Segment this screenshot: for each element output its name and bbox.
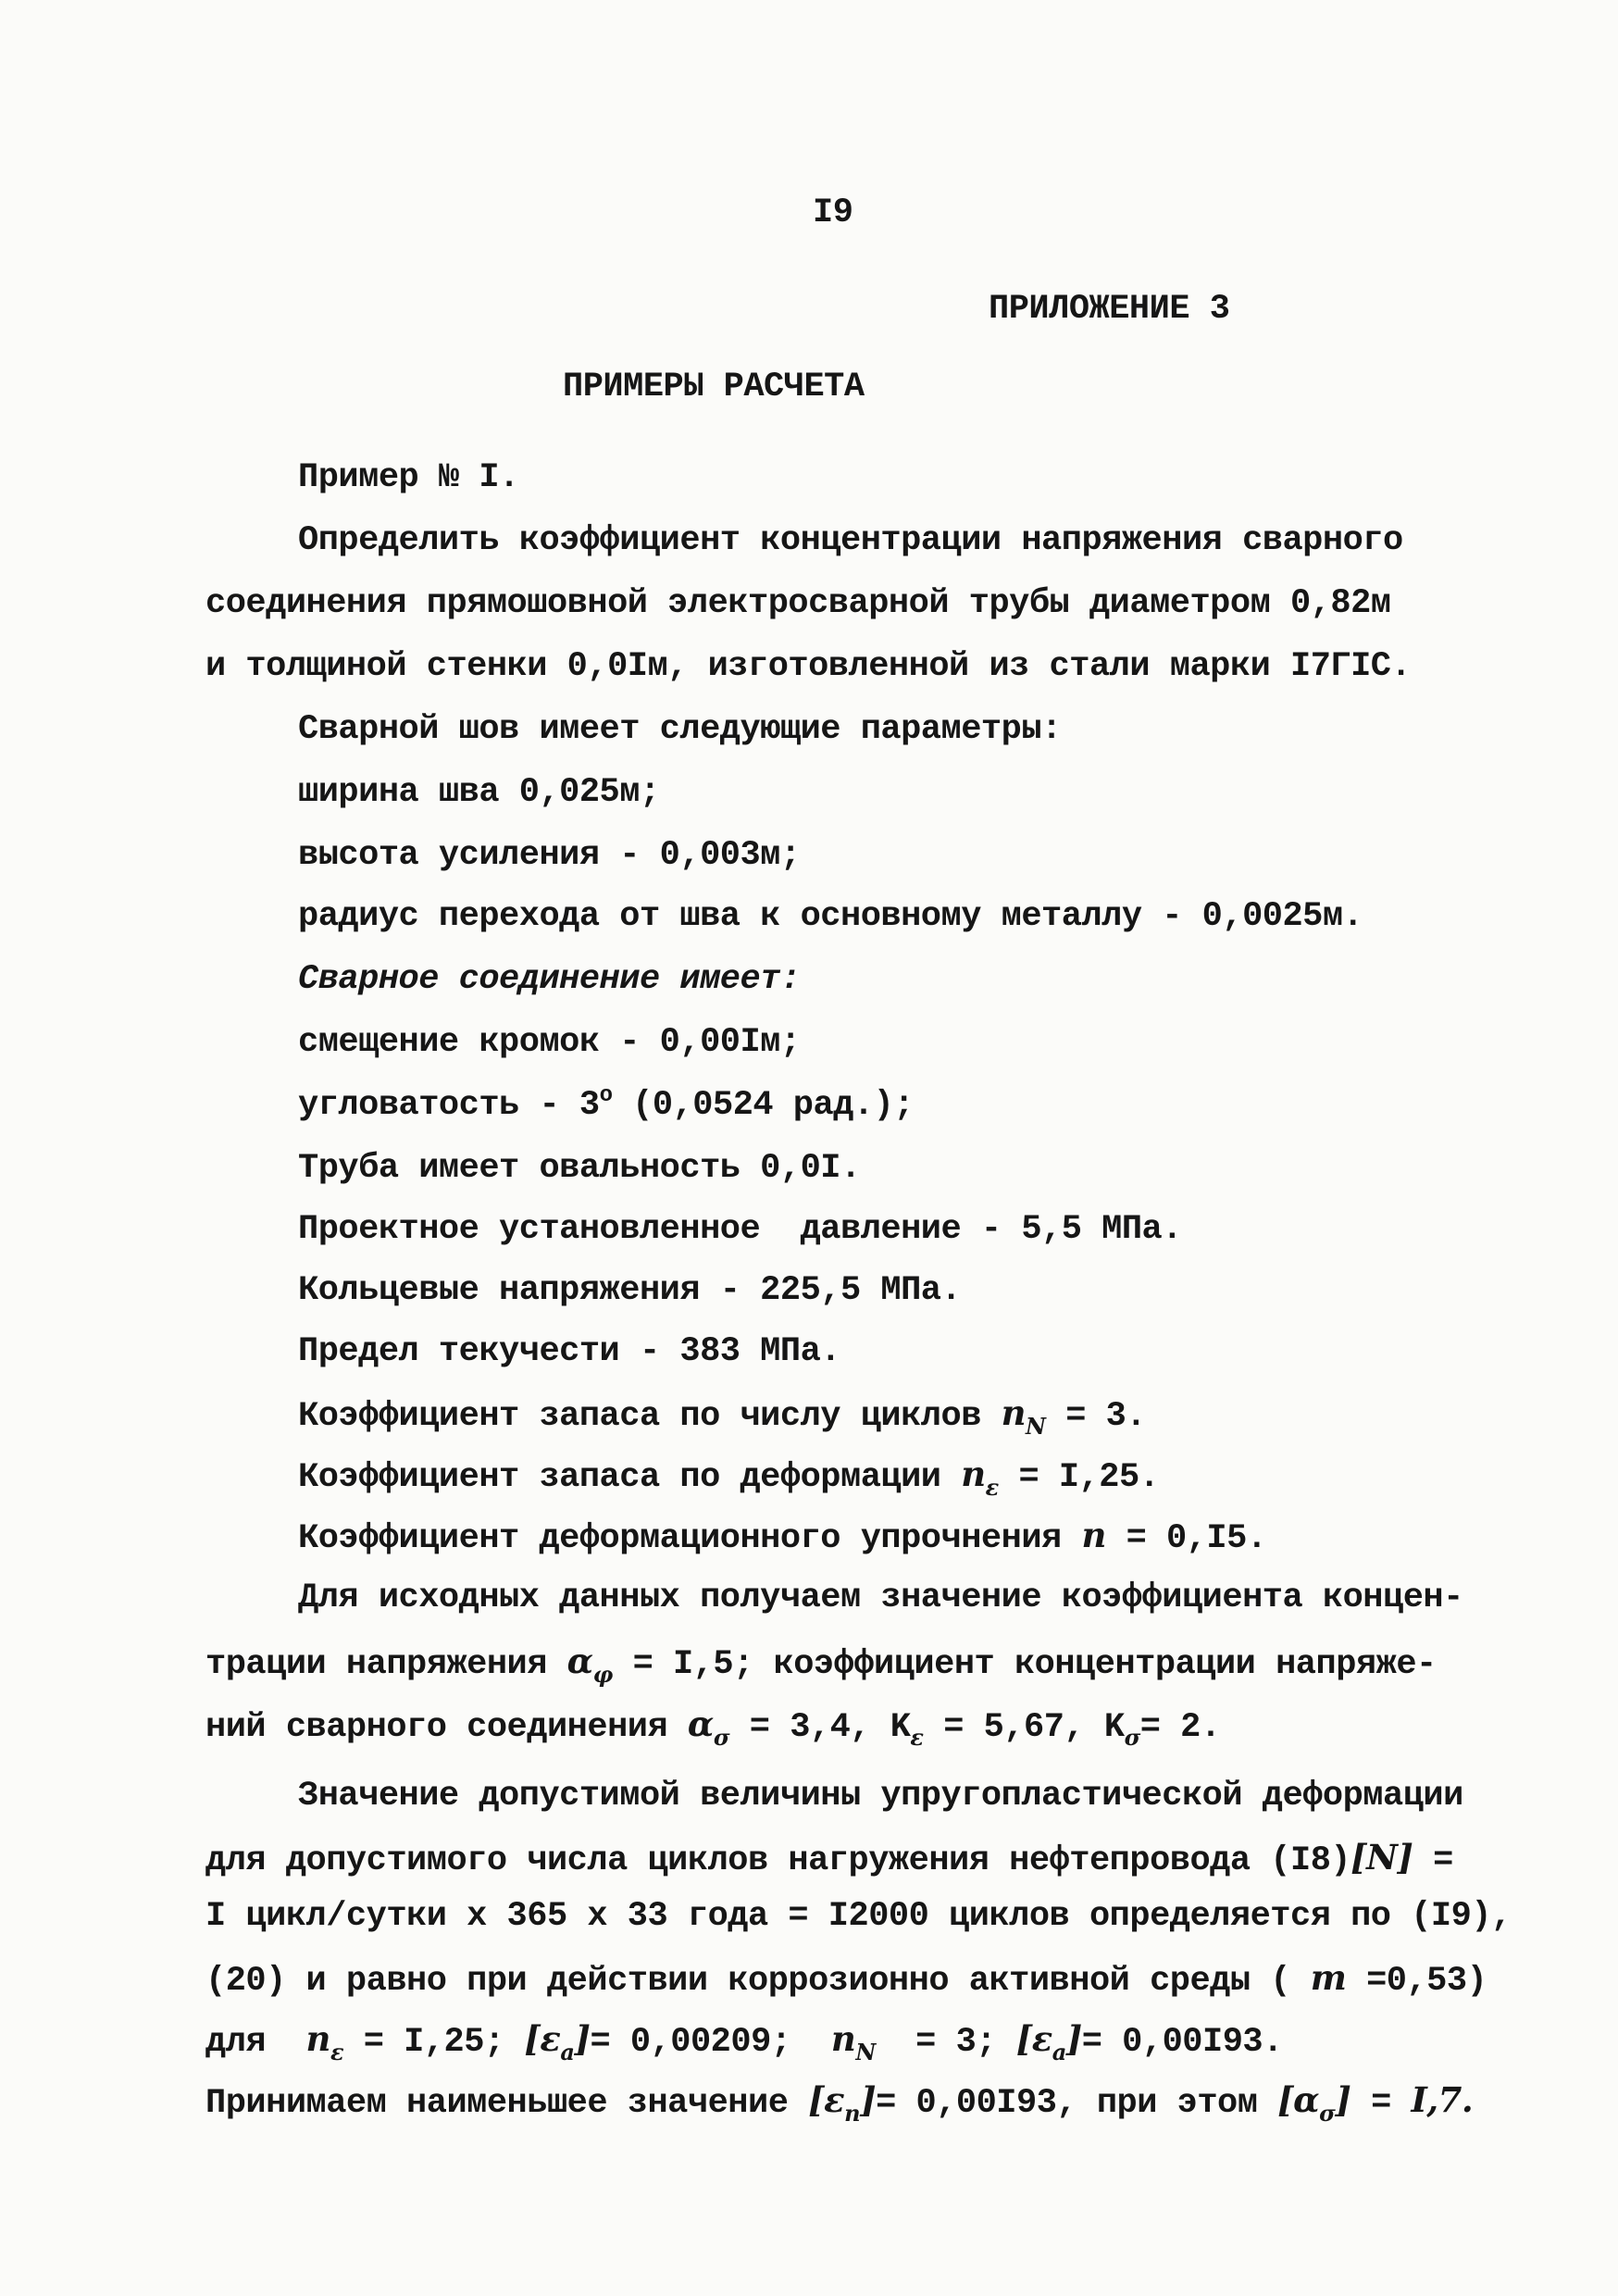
weld-param: высота усиления - 0,003м;	[298, 836, 801, 875]
paragraph-line: Значение допустимой величины упругопластической деформации	[298, 1777, 1463, 1816]
paragraph-line: ний сварного соединения $\alpha_\sigma = 3,4$, $K_\varepsilon = 5,67$, $K_\sigma= 2$.	[205, 1703, 1221, 1751]
symbol-n: n	[961, 1454, 986, 1494]
paragraph-line: I цикл/сутки x 365 x 33 года = I2000 циклов определяется по (I9),	[205, 1897, 1512, 1936]
weld-param: ширина шва 0,025м;	[298, 773, 660, 812]
paragraph-line: трации напряжения $\alpha_\varphi = I,5$; коэффициент концентрации напряже-	[205, 1641, 1437, 1688]
weld-param: радиус перехода от шва к основному металлу - 0,0025м.	[298, 897, 1363, 936]
paragraph-line: (20) и равно при действии коррозионно активной среды ( m =0,53)	[205, 1957, 1487, 2001]
symbol-epsilon-a: [ε	[524, 2018, 561, 2059]
joint-intro: Сварное соединение имеет:	[298, 960, 801, 999]
symbol-epsilon-n: [ε	[808, 2079, 845, 2120]
symbol-epsilon-a: [ε	[1015, 2018, 1052, 2059]
yield-limit-line: Предел текучести - 383 МПа.	[298, 1332, 840, 1371]
paragraph-line: для $n_\varepsilon = I,25$; $[\varepsilon_a]= 0,00209$; $n_N = 3$; $[\varepsilon_a]= 0,00I93$.	[205, 2018, 1283, 2065]
symbol-n: n	[305, 2018, 330, 2059]
joint-param: угловатость - 3$^o$ (0,0524 рад.);	[298, 1083, 915, 1125]
symbol-n: n	[1081, 1515, 1106, 1555]
hoop-stress-line: Кольцевые напряжения - 225,5 МПа.	[298, 1271, 962, 1310]
symbol-m: m	[1310, 1957, 1347, 1998]
document-title: ПРИМЕРЫ РАСЧЕТА	[563, 368, 865, 406]
paragraph-line: и толщиной стенки 0,0Iм, изготовленной из стали марки I7ГIC.	[205, 647, 1412, 686]
pressure-line: Проектное установленное давление - 5,5 МПа.	[298, 1210, 1182, 1249]
symbol-N-bracket: [N]	[1350, 1837, 1413, 1878]
page-number: I9	[813, 193, 853, 232]
weld-intro: Сварной шов имеет следующие параметры:	[298, 710, 1062, 749]
symbol-n: n	[830, 2018, 856, 2059]
paragraph-line: для допустимого числа циклов нагружения нефтепровода (I8)[N] =	[205, 1837, 1453, 1880]
handwritten-value: I,7.	[1411, 2079, 1474, 2120]
coef-cycles-line: Коэффициент запаса по числу циклов $n_N = 3$.	[298, 1392, 1147, 1440]
symbol-n: n	[1001, 1392, 1027, 1433]
paragraph-line: Для исходных данных получаем значение коэффициента концен-	[298, 1578, 1463, 1617]
coef-deform-line: Коэффициент запаса по деформации $n_\varepsilon = I,25$.	[298, 1454, 1160, 1501]
paragraph-line: соединения прямошовной электросварной трубы диаметром 0,82м	[205, 584, 1391, 623]
joint-param: смещение кромок - 0,00Iм;	[298, 1023, 801, 1062]
symbol-alpha: α	[566, 1641, 593, 1681]
coef-harden-line: Коэффициент деформационного упрочнения n = 0,I5.	[298, 1515, 1267, 1558]
example-heading: Пример № I.	[298, 458, 519, 497]
paragraph-line: Принимаем наименьшее значение $[\varepsilon_n]= 0,00I93$, при этом $[\alpha_\sigma] = I,7$.	[205, 2079, 1474, 2127]
symbol-alpha-sigma: [α	[1277, 2079, 1320, 2120]
symbol-alpha: α	[687, 1703, 714, 1744]
paragraph-line: Определить коэффициент концентрации напряжения сварного	[298, 521, 1403, 560]
ovality-line: Труба имеет овальность 0,0I.	[298, 1149, 861, 1188]
appendix-label: ПРИЛОЖЕНИЕ 3	[989, 290, 1230, 329]
